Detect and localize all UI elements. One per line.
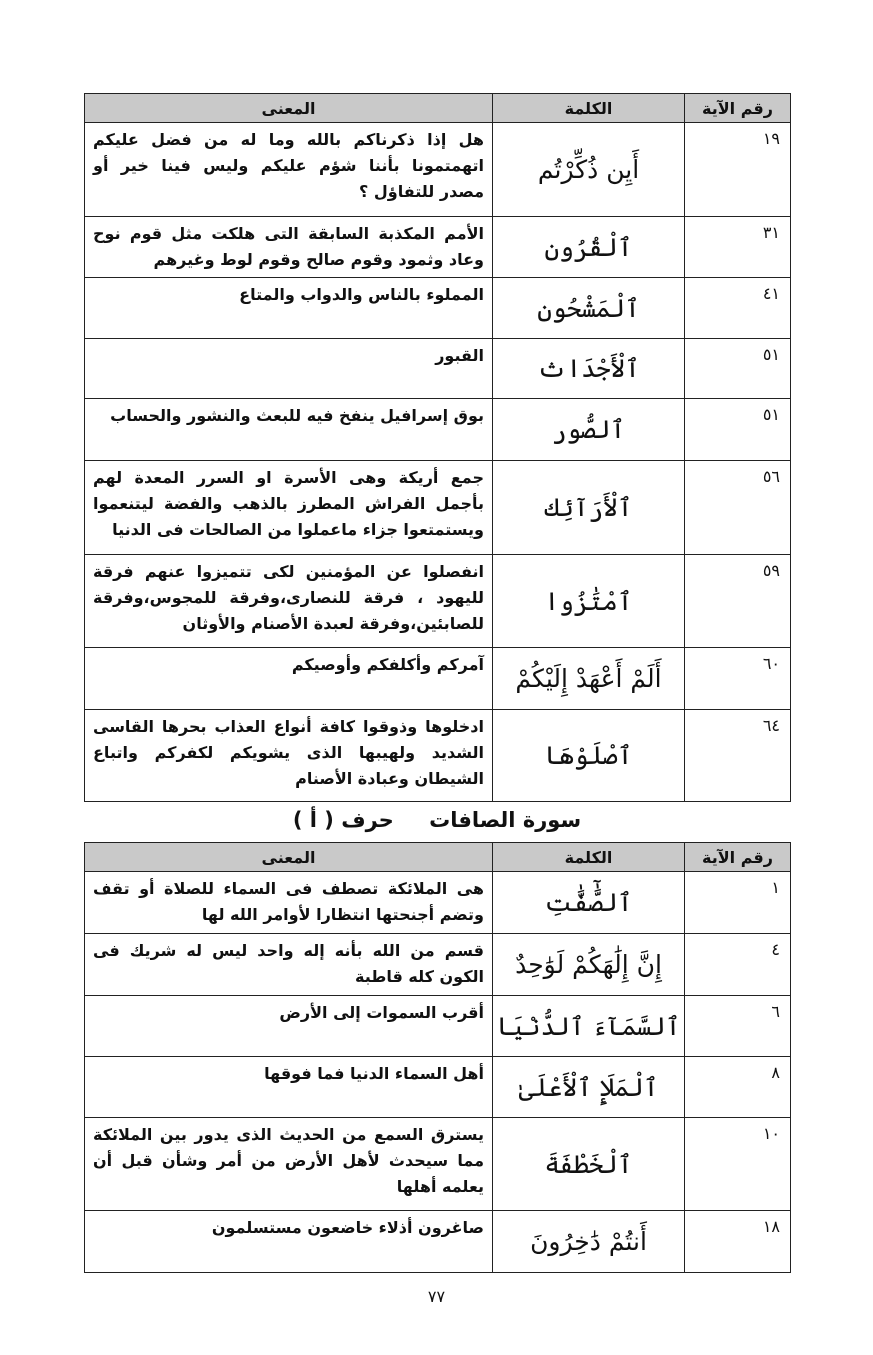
quran-word: أَلَمْ أَعْهَدْ إِلَيْكُمْ (493, 648, 685, 710)
word-meaning: القبور (85, 339, 493, 399)
verse-number: ٤ (685, 934, 791, 996)
quran-word: ٱلْمَشْحُون (493, 278, 685, 339)
quran-word: ٱلْمَلَإِ ٱلْأَعْلَىٰ (493, 1057, 685, 1118)
table-row (85, 1057, 791, 1118)
verse-number: ٥٦ (685, 461, 791, 555)
word-meaning: ادخلوها وذوقوا كافة أنواع العذاب بحرها القاسى الشديد ولهيبها الذى يشويكم لكفركم واتباع الشيطان وعبادة الأصنام (85, 710, 493, 802)
quran-word: ٱلصَّٰٓفَّٰتِ (493, 872, 685, 934)
quran-word: أَيِن ذُكِّرْتُم (493, 123, 685, 217)
header-meaning: المعنى (85, 94, 493, 123)
verse-number: ٣١ (685, 217, 791, 278)
word-meaning: المملوء بالناس والدواب والمتاع (85, 278, 493, 339)
verse-number: ٥٩ (685, 555, 791, 648)
table-row (85, 278, 791, 339)
table-row (85, 710, 791, 802)
table-header-row (85, 94, 791, 123)
word-meaning: الأمم المكذبة السابقة التى هلكت مثل قوم نوح وعاد وثمود وقوم صالح وقوم لوط وغيرهم (85, 217, 493, 278)
header-word: الكلمة (493, 843, 685, 872)
word-meaning: هل إذا ذكرناكم بالله وما له من فضل عليكم اتهمتمونا بأننا شؤم عليكم وليس فينا خير أو مصدر للتفاؤل ؟ (85, 123, 493, 217)
table-row (85, 555, 791, 648)
quran-word: أَنتُمْ دَٰخِرُونَ (493, 1211, 685, 1273)
verse-number: ٥١ (685, 339, 791, 399)
word-meaning: بوق إسرافيل ينفخ فيه للبعث والنشور والحساب (85, 399, 493, 461)
header-verse-number: رقم الآية (685, 94, 791, 123)
table-row (85, 339, 791, 399)
word-meaning: جمع أريكة وهى الأسرة او السرر المعدة لهم بأجمل الفراش المطرز بالذهب والفضة ليتنعموا ويستمتعوا جزاء ماعملوا من الصالحات فى الدنيا (85, 461, 493, 555)
table-row (85, 934, 791, 996)
glossary-table-1 (84, 93, 791, 802)
quran-word: ٱلْأَرَآئِك (493, 461, 685, 555)
verse-number: ٥١ (685, 399, 791, 461)
verse-number: ٨ (685, 1057, 791, 1118)
verse-number: ٦ (685, 996, 791, 1057)
word-meaning: هى الملائكة تصطف فى السماء للصلاة أو تقف وتضم أجنحتها انتظارا لأوامر الله لها (85, 872, 493, 934)
verse-number: ١٠ (685, 1118, 791, 1211)
table-row (85, 996, 791, 1057)
word-meaning: انفصلوا عن المؤمنين لكى تتميزوا عنهم فرقة لليهود ، فرقة للنصارى،وفرقة للمجوس،وفرقة للصابئين،وفرقة لعبدة الأصنام والأوثان (85, 555, 493, 648)
verse-number: ٤١ (685, 278, 791, 339)
header-verse-number: رقم الآية (685, 843, 791, 872)
quran-word: ٱلْقُرُون (493, 217, 685, 278)
letter-label: حرف ( أ ) (292, 808, 394, 832)
word-meaning: قسم من الله بأنه إله واحد ليس له شريك فى الكون كله قاطبة (85, 934, 493, 996)
word-meaning: يسترق السمع من الحديث الذى يدور بين الملائكة مما سيحدث لأهل الأرض من أمر وشأن قبل أن يعلمه أهلها (85, 1118, 493, 1211)
verse-number: ٦٤ (685, 710, 791, 802)
section-heading (84, 808, 790, 832)
header-word: الكلمة (493, 94, 685, 123)
table-row (85, 123, 791, 217)
quran-word: ٱلْخَطْفَةَ (493, 1118, 685, 1211)
quran-word: ٱلسَّمَآءَ ٱلدُّنْيَا (493, 996, 685, 1057)
header-meaning: المعنى (85, 843, 493, 872)
word-meaning: أهل السماء الدنيا فما فوقها (85, 1057, 493, 1118)
quran-word: إِنَّ إِلَٰهَكُمْ لَوَٰحِدٌ (493, 934, 685, 996)
table-row (85, 217, 791, 278)
verse-number: ١٨ (685, 1211, 791, 1273)
quran-word: ٱصْلَوْهَا (493, 710, 685, 802)
word-meaning: أقرب السموات إلى الأرض (85, 996, 493, 1057)
quran-word: ٱلْأَجْدَاث (493, 339, 685, 399)
page-number: ٧٧ (427, 1287, 446, 1306)
word-meaning: صاغرون أذلاء خاضعون مستسلمون (85, 1211, 493, 1273)
table-row (85, 399, 791, 461)
table-row (85, 648, 791, 710)
table-row (85, 872, 791, 934)
table-row (85, 1211, 791, 1273)
quran-word: ٱمْتَٰزُوا (493, 555, 685, 648)
table-row (85, 461, 791, 555)
surah-title: سورة الصافات (429, 808, 582, 832)
verse-number: ٦٠ (685, 648, 791, 710)
glossary-table-2 (84, 842, 791, 1273)
table-header-row (85, 843, 791, 872)
table-row (85, 1118, 791, 1211)
verse-number: ١٩ (685, 123, 791, 217)
quran-word: ٱلصُّور (493, 399, 685, 461)
verse-number: ١ (685, 872, 791, 934)
word-meaning: آمركم وأكلفكم وأوصيكم (85, 648, 493, 710)
